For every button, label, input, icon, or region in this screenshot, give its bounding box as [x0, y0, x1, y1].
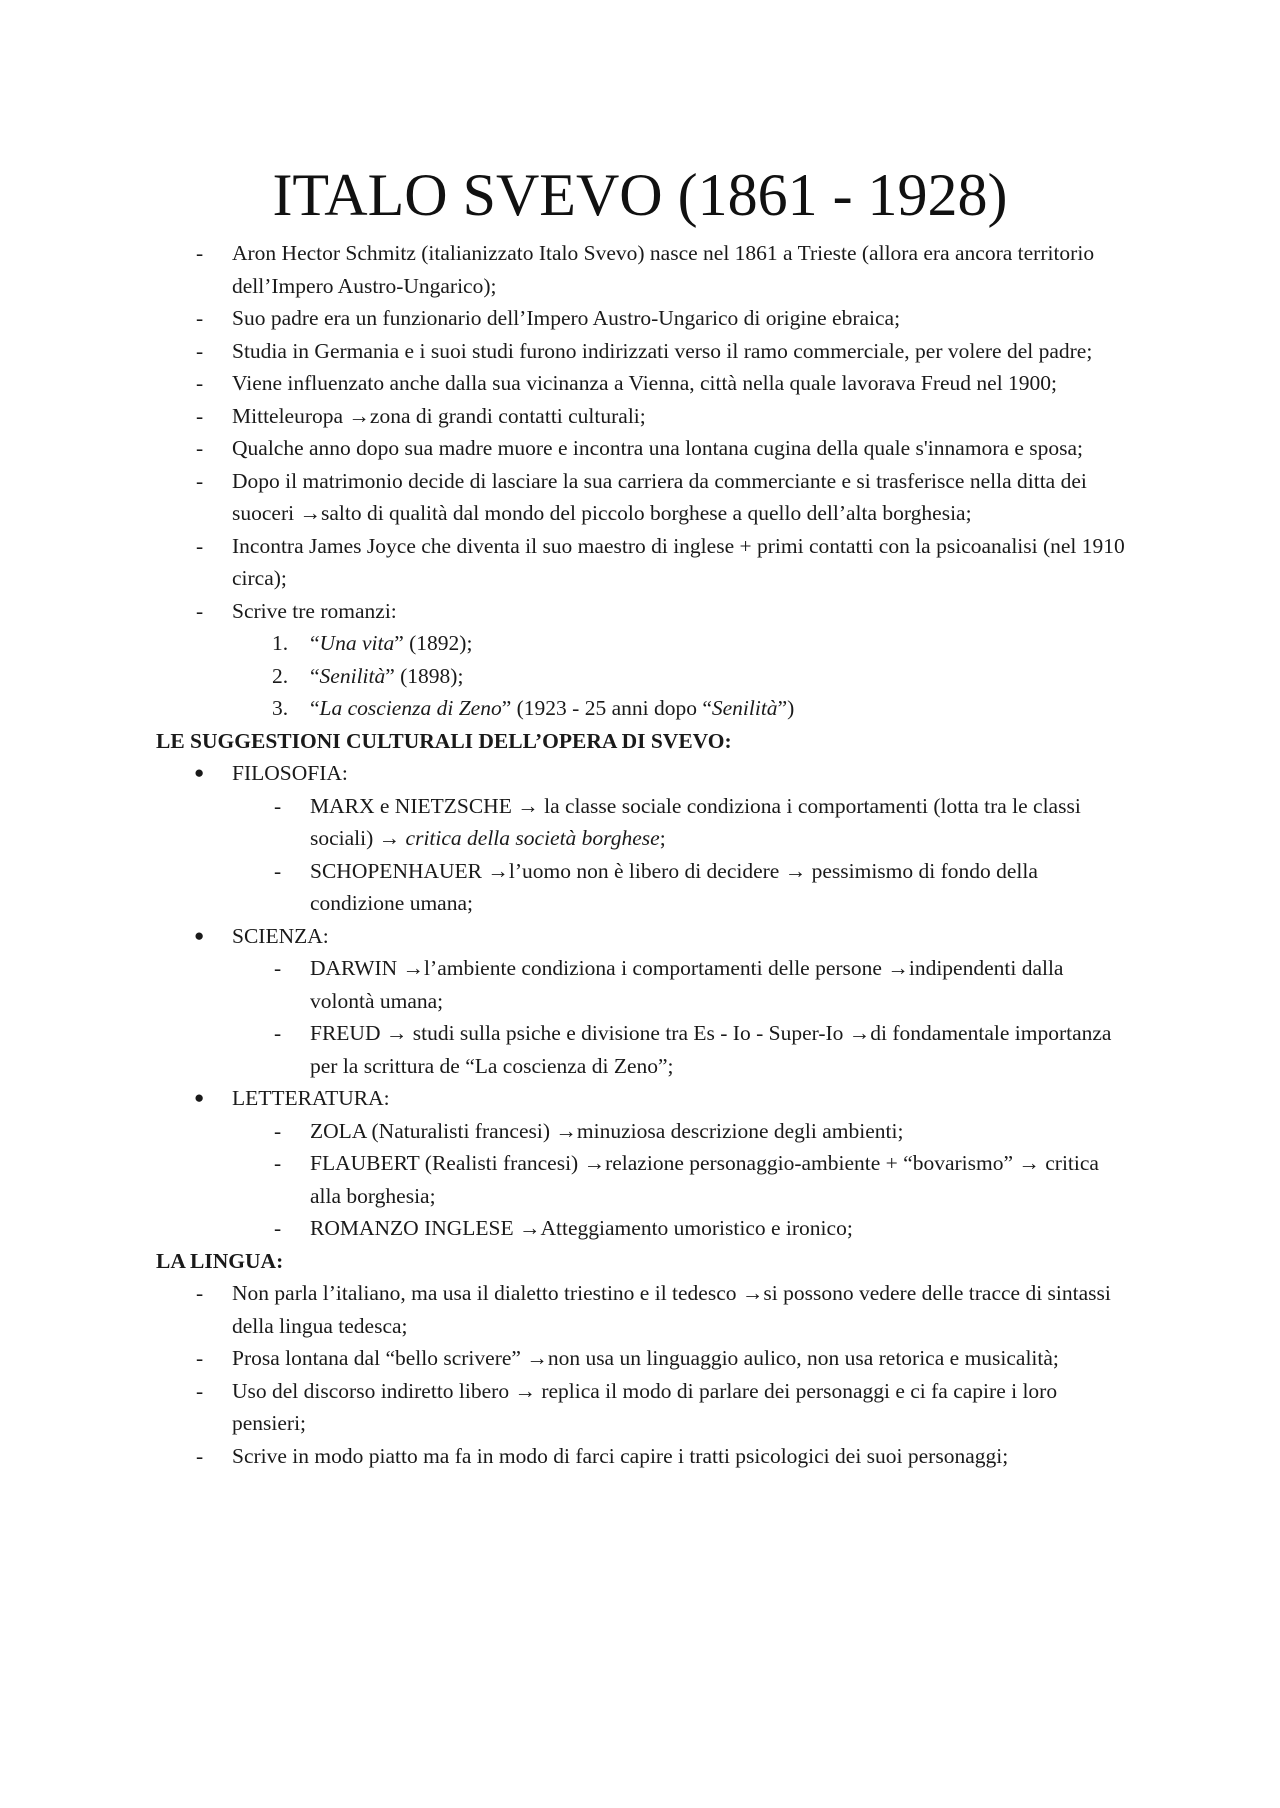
- list-item-text: SCHOPENHAUER →l’uomo non è libero di decidere → pessimismo di fondo della condizione umana;: [310, 858, 1038, 915]
- section-heading-cultural: LE SUGGESTIONI CULTURALI DELL’OPERA DI SVEVO:: [156, 728, 732, 753]
- dash-marker: -: [196, 241, 204, 265]
- dash-marker: -: [196, 371, 204, 395]
- dash-marker: -: [196, 533, 204, 558]
- dash-marker: -: [274, 1021, 282, 1045]
- list-item-text: DARWIN →l’ambiente condiziona i comportamenti delle persone →indipendenti dalla volontà umana;: [310, 956, 1064, 1013]
- novels-list: [0, 627, 1280, 725]
- list-number: 2.: [272, 663, 289, 688]
- category-letteratura: [0, 1082, 1280, 1115]
- dash-marker: -: [196, 1281, 204, 1305]
- dash-marker: -: [274, 1118, 282, 1143]
- novel-title: Senilità: [319, 663, 386, 688]
- list-number: 1.: [272, 631, 289, 655]
- dash-marker: -: [196, 1346, 204, 1370]
- list-item-text: Dopo il matrimonio decide di lasciare la sua carriera da commerciante e si trasferisce nella ditta dei suoceri →salto di qualità dal mondo del piccolo borghese a quello dell’alta borghesia;: [232, 468, 1087, 525]
- category-scienza: [0, 920, 1280, 953]
- list-item-text: Scrive in modo piatto ma fa in modo di farci capire i tratti psicologici dei suoi personaggi;: [232, 1443, 1009, 1468]
- list-item-text: FLAUBERT (Realisti francesi) →relazione personaggio-ambiente + “bovarismo” → critica alla borghesia;: [310, 1151, 1099, 1208]
- list-item: [0, 432, 1132, 465]
- dash-marker: -: [196, 403, 204, 428]
- list-item: [0, 1375, 1132, 1440]
- dash-marker: -: [196, 598, 204, 623]
- novel-reference: Senilità: [711, 696, 778, 720]
- dash-marker: -: [196, 306, 204, 330]
- list-item: [0, 400, 1132, 433]
- list-item-text: Suo padre era un funzionario dell’Impero Austro-Ungarico di origine ebraica;: [232, 306, 901, 330]
- list-item-text: Prosa lontana dal “bello scrivere” →non usa un linguaggio aulico, non usa retorica e musicalità;: [232, 1346, 1059, 1370]
- dash-marker: -: [274, 1151, 282, 1175]
- quote-mark: “: [310, 631, 320, 655]
- novel-year: ” (1898);: [385, 663, 464, 688]
- list-item: [0, 855, 1132, 920]
- list-item-text: MARX e NIETZSCHE → la classe sociale condiziona i comportamenti (lotta tra le classi sociali) →: [310, 793, 1081, 850]
- bullet-marker: ●: [194, 763, 205, 782]
- list-item-text: Viene influenzato anche dalla sua vicinanza a Vienna, città nella quale lavorava Freud nel 1900;: [232, 371, 1058, 395]
- novel-item: [0, 660, 1132, 693]
- dash-marker: -: [196, 1443, 204, 1468]
- bullet-marker: ●: [194, 1088, 205, 1107]
- list-item: [0, 530, 1132, 595]
- list-item: [0, 1440, 1132, 1473]
- list-item-text: Uso del discorso indiretto libero → replica il modo di parlare dei personaggi e ci fa capire i loro pensieri;: [232, 1378, 1058, 1435]
- list-item: [0, 595, 1132, 628]
- novel-title: La coscienza di Zeno: [319, 696, 502, 720]
- list-item: [0, 237, 1132, 302]
- category-label: FILOSOFIA:: [232, 761, 348, 785]
- list-item-text: ROMANZO INGLESE →Atteggiamento umoristico e ironico;: [310, 1216, 853, 1240]
- list-item-text: Studia in Germania e i suoi studi furono indirizzati verso il ramo commerciale, per volere del padre;: [232, 338, 1093, 363]
- list-item: [0, 1115, 1132, 1148]
- punctuation: ;: [659, 826, 666, 850]
- list-item: [0, 335, 1132, 368]
- list-item-text: Qualche anno dopo sua madre muore e incontra una lontana cugina della quale s'innamora e sposa;: [232, 436, 1084, 460]
- novel-item: [0, 627, 1132, 660]
- list-item: [0, 1017, 1132, 1082]
- list-number: 3.: [272, 696, 289, 720]
- dash-marker: -: [196, 1378, 204, 1403]
- category-filosofia: [0, 757, 1280, 790]
- novel-year: ” (1892);: [394, 631, 473, 655]
- novel-year: ” (1923 - 25 anni dopo “: [501, 696, 712, 720]
- list-item: [0, 465, 1132, 530]
- list-item: [0, 1342, 1132, 1375]
- list-item: [0, 790, 1132, 855]
- document-body: [0, 237, 1280, 1472]
- list-item-text: Aron Hector Schmitz (italianizzato Italo Svevo) nasce nel 1861 a Trieste (allora era ancora territorio dell’Impero Austro-Ungarico);: [232, 241, 1095, 298]
- list-item-text: Scrive tre romanzi:: [232, 598, 397, 623]
- quote-mark: ”): [777, 696, 795, 720]
- dash-marker: -: [274, 1216, 282, 1240]
- dash-marker: -: [196, 468, 204, 493]
- list-item: [0, 302, 1132, 335]
- list-item-text: Non parla l’italiano, ma usa il dialetto triestino e il tedesco →si possono vedere delle tracce di sintassi della lingua tedesca;: [232, 1281, 1111, 1338]
- dash-marker: -: [274, 793, 282, 818]
- list-item: [0, 1212, 1132, 1245]
- list-item-text: ZOLA (Naturalisti francesi) →minuziosa descrizione degli ambienti;: [310, 1118, 904, 1143]
- category-label: LETTERATURA:: [232, 1086, 390, 1110]
- novel-item: [0, 692, 1132, 725]
- quote-mark: “: [310, 663, 320, 688]
- list-item: [0, 367, 1132, 400]
- intro-list: [0, 237, 1280, 627]
- list-item-text: Incontra James Joyce che diventa il suo maestro di inglese + primi contatti con la psicoanalisi (nel 1910 circa);: [232, 533, 1125, 590]
- dash-marker: -: [196, 436, 204, 460]
- dash-marker: -: [274, 956, 282, 980]
- dash-marker: -: [274, 858, 282, 883]
- list-item-text: Mitteleuropa →zona di grandi contatti culturali;: [232, 403, 646, 428]
- emphasis-text: critica della società borghese: [405, 826, 660, 850]
- section-heading-lingua: LA LINGUA:: [156, 1248, 284, 1273]
- list-item: [0, 1277, 1132, 1342]
- page-title: ITALO SVEVO (1861 - 1928): [272, 162, 1008, 228]
- category-label: SCIENZA:: [232, 923, 329, 948]
- dash-marker: -: [196, 338, 204, 363]
- novel-title: Una vita: [319, 631, 395, 655]
- bullet-marker: ●: [194, 925, 205, 945]
- list-item: [0, 952, 1132, 1017]
- list-item: [0, 1147, 1132, 1212]
- quote-mark: “: [310, 696, 320, 720]
- list-item-text: FREUD → studi sulla psiche e divisione tra Es - Io - Super-Io →di fondamentale importanza per la scrittura de “La coscienza di Zeno”;: [310, 1021, 1112, 1078]
